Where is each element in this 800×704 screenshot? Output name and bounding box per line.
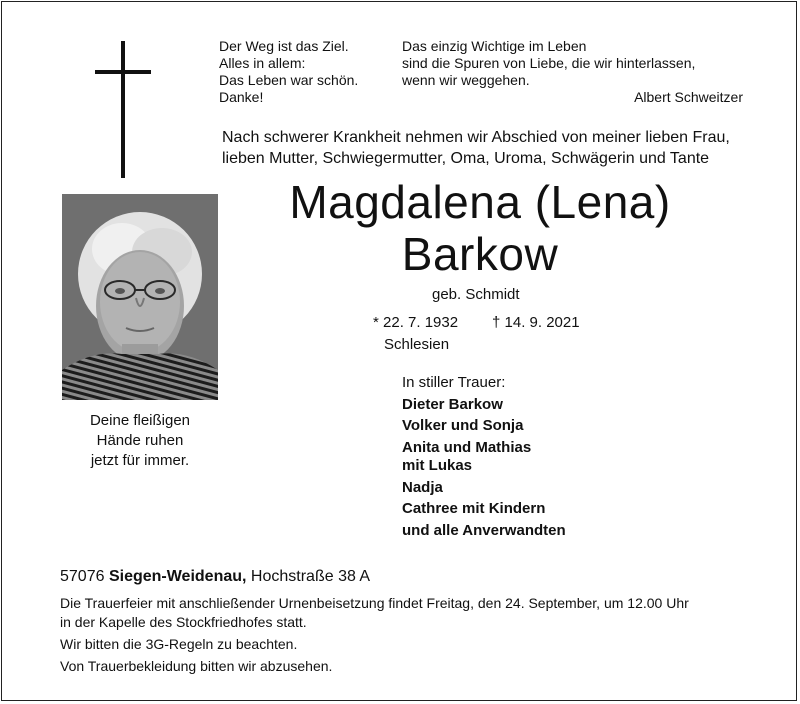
mourner: Dieter Barkow bbox=[402, 395, 503, 413]
details-line: in der Kapelle des Stockfriedhofes statt. bbox=[60, 614, 307, 630]
photo-caption bbox=[62, 411, 218, 471]
cross-icon-bar bbox=[95, 70, 151, 74]
mourners-block bbox=[402, 372, 566, 541]
poem-line: Der Weg ist das Ziel. bbox=[219, 38, 349, 54]
intro-line: lieben Mutter, Schwiegermutter, Oma, Uroma, Schwägerin und Tante bbox=[222, 150, 710, 167]
quote-line: Das einzig Wichtige im Leben bbox=[402, 38, 587, 54]
poem-line: Das Leben war schön. bbox=[219, 72, 359, 88]
poem-right bbox=[402, 38, 695, 89]
quote-line: wenn wir weggehen. bbox=[402, 72, 530, 88]
details-line: Wir bitten die 3G-Regeln zu beachten. bbox=[60, 636, 298, 652]
death-date: † 14. 9. 2021 bbox=[492, 314, 580, 331]
quote-author: Albert Schweitzer bbox=[634, 89, 743, 105]
details-line: Die Trauerfeier mit anschließender Urnenbeisetzung findet Freitag, den 24. September, um 12.00 Uhr bbox=[60, 595, 689, 611]
portrait-photo bbox=[62, 194, 218, 400]
deceased-name-last: Barkow bbox=[401, 228, 559, 280]
intro-line: Nach schwerer Krankheit nehmen wir Abschied von meiner lieben Frau, bbox=[222, 129, 730, 146]
poem-line: Danke! bbox=[219, 89, 264, 105]
caption-line: Hände ruhen bbox=[96, 432, 184, 449]
address-city: Siegen-Weidenau, bbox=[108, 568, 247, 585]
birth-date: * 22. 7. 1932 bbox=[373, 314, 459, 331]
funeral-details bbox=[60, 594, 689, 676]
intro-text bbox=[222, 127, 730, 169]
mourner: Volker und Sonja bbox=[402, 417, 524, 434]
mourner: Anita und Mathias bbox=[402, 438, 532, 456]
cross-icon bbox=[121, 41, 125, 178]
mourner: mit Lukas bbox=[402, 457, 473, 474]
mourner: Nadja bbox=[402, 478, 443, 496]
mourners-heading: In stiller Trauer: bbox=[402, 374, 506, 391]
caption-line: Deine fleißigen bbox=[89, 412, 191, 429]
quote-line: sind die Spuren von Liebe, die wir hinterlassen, bbox=[402, 55, 696, 71]
poem-line: Alles in allem: bbox=[219, 55, 306, 71]
address-street: Hochstraße 38 A bbox=[250, 568, 371, 585]
caption-line: jetzt für immer. bbox=[90, 452, 190, 469]
mourner: und alle Anverwandten bbox=[402, 521, 566, 539]
birth-name: geb. Schmidt bbox=[432, 286, 520, 303]
address-zip: 57076 bbox=[60, 568, 105, 585]
poem-left bbox=[219, 38, 358, 106]
details-line: Von Trauerbekleidung bitten wir abzusehen. bbox=[60, 658, 333, 674]
origin: Schlesien bbox=[384, 336, 450, 353]
mourner: Cathree mit Kindern bbox=[402, 500, 546, 517]
deceased-name-first: Magdalena (Lena) bbox=[289, 176, 671, 228]
address bbox=[60, 567, 370, 587]
